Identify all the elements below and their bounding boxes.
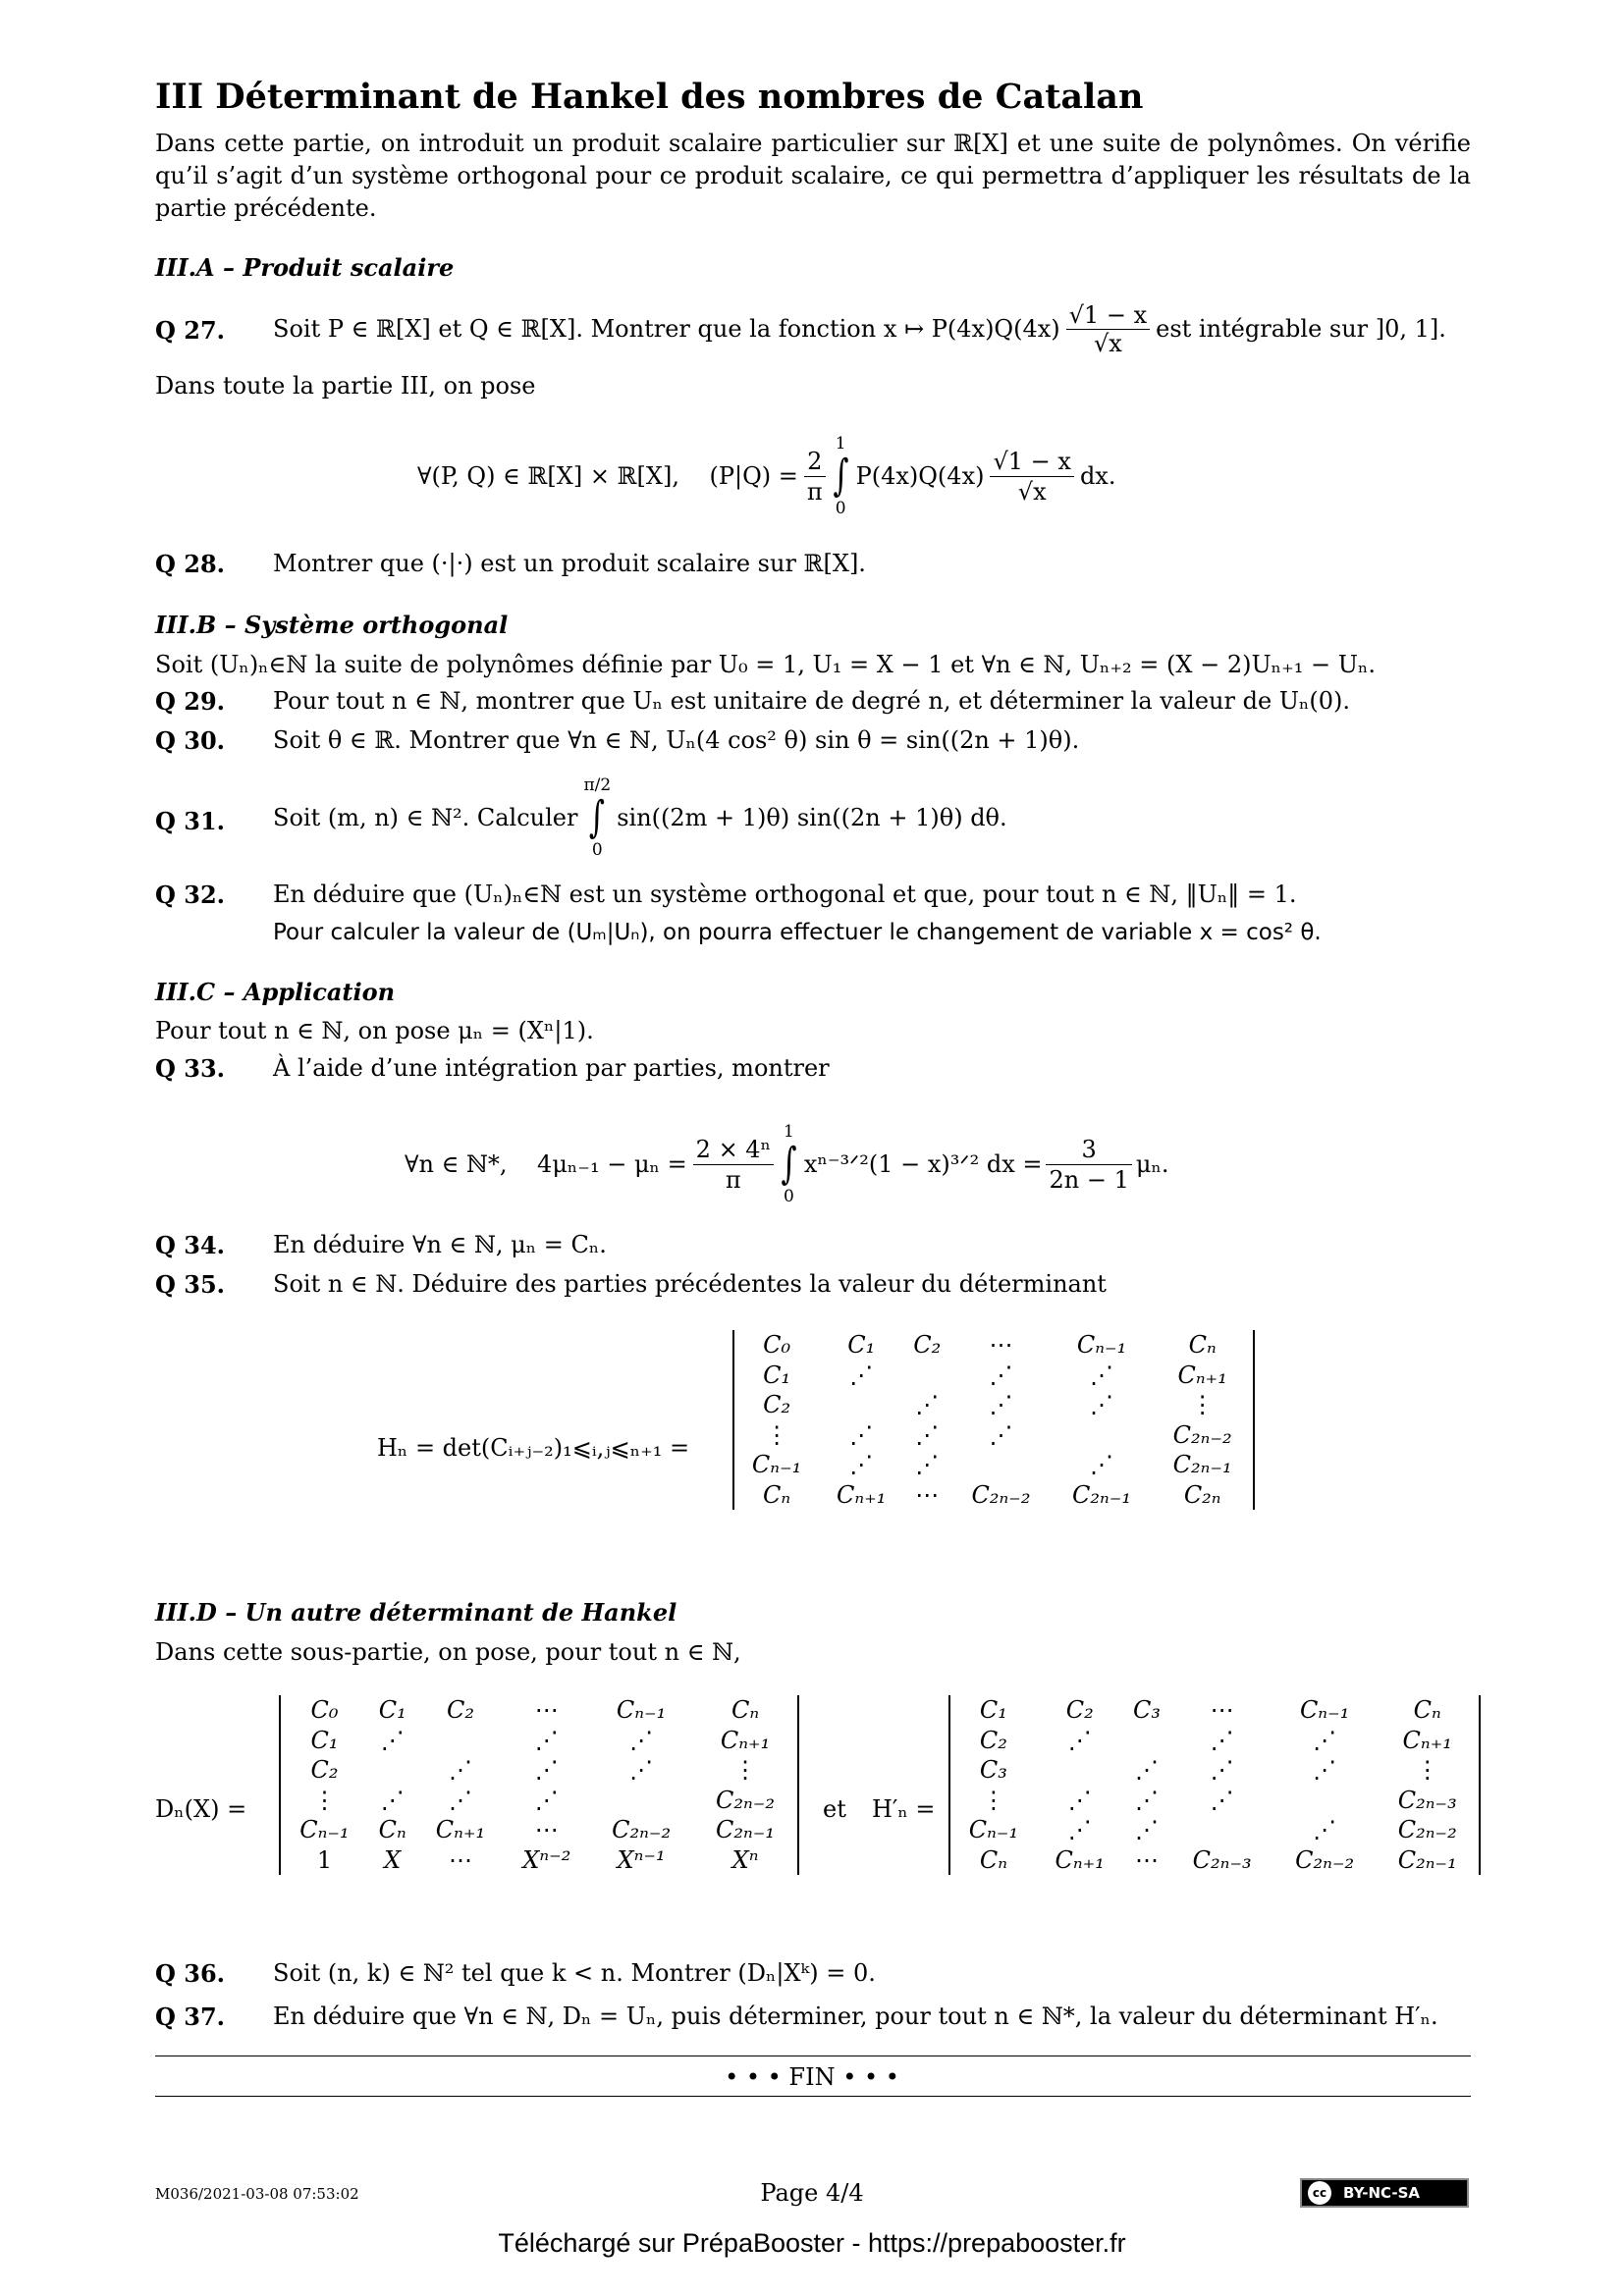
q33-rhs-num: 3	[1046, 1135, 1131, 1165]
matrix-cell: C₂	[979, 1726, 1007, 1754]
q33-coef-num: 2 × 4ⁿ	[693, 1135, 774, 1165]
integral-icon: ∫	[781, 1139, 797, 1189]
dans-toute-text: Dans toute la partie III, on pose	[155, 372, 536, 400]
cc-license-badge	[1300, 2178, 1469, 2208]
matrix-cell: ⋰	[1090, 1451, 1114, 1479]
matrix-cell: Cₙ₊₁	[1055, 1845, 1105, 1874]
cc-icon: cc	[1308, 2181, 1331, 2205]
matrix-cell: Cₙ₊₁	[720, 1726, 771, 1754]
matrix-cell: ⋰	[1313, 1816, 1337, 1844]
matrix-row	[950, 1755, 1479, 1786]
question-label-33: Q 33.	[155, 1054, 226, 1083]
matrix-cell: C₀	[763, 1331, 791, 1360]
matrix-cell: C₁	[763, 1361, 791, 1389]
matrix-cell: ⋰	[915, 1420, 940, 1449]
matrix-cell: ⋰	[849, 1451, 874, 1479]
matrix-cell: C₁	[847, 1331, 876, 1360]
question-text-36: Soit (n, k) ∈ ℕ² tel que k < n. Montrer (Dₙ|Xᵏ) = 0.	[273, 1959, 876, 1987]
question-text-32: En déduire que (Uₙ)ₙ∈ℕ est un système orthogonal et que, pour tout n ∈ ℕ, ‖Uₙ‖ = 1.	[273, 881, 1297, 908]
matrix-cell: ⋯	[534, 1816, 559, 1844]
matrix-cell	[903, 1361, 950, 1391]
matrix-cell: ⋰	[380, 1726, 405, 1754]
q31-upper: π/2	[583, 775, 612, 795]
question-text-35: Soit n ∈ ℕ. Déduire des parties précédentes la valeur du déterminant	[273, 1270, 1107, 1298]
matrix-cell: ⋮	[1190, 1391, 1215, 1419]
section-heading-c: III.C – Application	[155, 978, 396, 1006]
matrix-cell: Cₙ₊₁	[1402, 1726, 1452, 1754]
matrix-cell: ⋯	[1134, 1845, 1159, 1874]
matrix-cell: ⋮	[312, 1786, 337, 1814]
matrix-cell: ⋰	[1090, 1391, 1114, 1419]
matrix-cell	[1170, 1815, 1273, 1845]
ip-fraction-num: √1 − x	[990, 447, 1073, 477]
matrix-cell: ⋰	[1313, 1756, 1337, 1785]
hn-determinant	[732, 1330, 1255, 1510]
ip-coef-num: 2	[804, 447, 826, 477]
ip-lhs: ∀(P, Q) ∈ ℝ[X] × ℝ[X], (P|Q) =	[417, 462, 798, 490]
ip-coef-den: π	[806, 477, 823, 506]
hprime-lhs: H′ₙ =	[872, 1795, 936, 1823]
question-label-27: Q 27.	[155, 316, 226, 345]
matrix-cell: ⋮	[1415, 1756, 1439, 1785]
q31-integrand: sin((2m + 1)θ) sin((2n + 1)θ) dθ.	[617, 804, 1007, 831]
matrix-cell: ⋰	[989, 1361, 1013, 1389]
matrix-cell: Cₙ	[378, 1816, 406, 1844]
matrix-cell	[819, 1390, 903, 1420]
matrix-cell: C₂ₙ₋₁	[716, 1816, 776, 1844]
matrix-row	[950, 1815, 1479, 1845]
matrix-cell: ⋰	[1134, 1786, 1159, 1814]
question-label-30: Q 30.	[155, 726, 226, 755]
matrix-cell: ⋰	[1134, 1816, 1159, 1844]
dn-matrix	[281, 1695, 797, 1875]
matrix-row	[281, 1695, 797, 1726]
q27-fraction	[1066, 301, 1150, 357]
d-intro: Dans cette sous-partie, on pose, pour tout n ∈ ℕ,	[155, 1638, 741, 1666]
matrix-cell: C₂	[446, 1696, 474, 1725]
hprime-matrix	[950, 1695, 1479, 1875]
matrix-row	[281, 1845, 797, 1876]
question-text-31	[273, 764, 1007, 872]
matrix-cell: X	[384, 1845, 402, 1874]
matrix-cell	[417, 1726, 505, 1756]
matrix-cell: ⋰	[915, 1451, 940, 1479]
matrix-row	[281, 1755, 797, 1786]
matrix-row	[734, 1480, 1253, 1511]
q27-pre: Soit P ∈ ℝ[X] et Q ∈ ℝ[X]. Montrer que la fonction x ↦ P(4x)Q(4x)	[273, 315, 1060, 343]
matrix-cell: Xⁿ⁻²	[522, 1845, 571, 1874]
hprime-determinant	[948, 1695, 1481, 1875]
q33-rhs-den: 2n − 1	[1049, 1165, 1129, 1194]
matrix-cell: C₂ₙ₋₃	[1397, 1786, 1457, 1814]
matrix-cell: Cₙ₋₁	[299, 1816, 350, 1844]
question-text-34: En déduire ∀n ∈ ℕ, μₙ = Cₙ.	[273, 1231, 607, 1258]
matrix-cell: Cₙ₋₁	[751, 1451, 802, 1479]
ip-integrand: P(4x)Q(4x)	[855, 462, 985, 490]
matrix-cell: C₁	[979, 1696, 1007, 1725]
q33-coef-den: π	[725, 1165, 741, 1194]
matrix-row	[734, 1330, 1253, 1361]
matrix-cell: ⋯	[1210, 1696, 1234, 1725]
matrix-row	[950, 1695, 1479, 1726]
matrix-row	[950, 1726, 1479, 1756]
matrix-cell: C₂ₙ₋₂	[971, 1480, 1031, 1509]
q33-coef	[693, 1135, 774, 1195]
matrix-cell: C₁	[378, 1696, 406, 1725]
section-heading-a: III.A – Produit scalaire	[155, 253, 455, 282]
matrix-row	[281, 1726, 797, 1756]
q27-fraction-den: √x	[1093, 329, 1122, 357]
matrix-cell	[589, 1786, 693, 1816]
question-label-31: Q 31.	[155, 807, 226, 835]
matrix-row	[734, 1390, 1253, 1420]
matrix-cell	[1052, 1420, 1153, 1451]
matrix-cell: ⋰	[1210, 1756, 1234, 1785]
matrix-row	[281, 1786, 797, 1816]
matrix-cell: ⋰	[989, 1391, 1013, 1419]
matrix-cell: ⋰	[1313, 1726, 1337, 1754]
matrix-cell: Cₙ	[731, 1696, 760, 1725]
matrix-row	[734, 1450, 1253, 1480]
matrix-cell: ⋰	[989, 1420, 1013, 1449]
matrix-cell: Xⁿ⁻¹	[617, 1845, 666, 1874]
q31-integral-sign	[583, 775, 611, 860]
matrix-cell: Cₙ	[1188, 1331, 1217, 1360]
q33-integrand: xⁿ⁻³ᐟ²(1 − x)³ᐟ² dx =	[803, 1150, 1043, 1178]
q33-rhs-end: μₙ.	[1135, 1150, 1169, 1178]
matrix-cell: C₂	[1065, 1696, 1094, 1725]
matrix-cell: ⋯	[448, 1845, 472, 1874]
matrix-cell: ⋯	[989, 1331, 1013, 1360]
page-number: Page 4/4	[760, 2179, 864, 2207]
matrix-cell: C₂ₙ₋₂	[612, 1816, 672, 1844]
matrix-cell: C₁	[310, 1726, 339, 1754]
q33-upper: 1	[784, 1122, 794, 1142]
matrix-cell: C₃	[1132, 1696, 1161, 1725]
matrix-cell: Cₙ	[763, 1480, 791, 1509]
matrix-cell: C₂ₙ₋₂	[1397, 1816, 1457, 1844]
matrix-row	[281, 1815, 797, 1845]
matrix-cell: ⋰	[448, 1786, 472, 1814]
matrix-cell: C₂ₙ₋₁	[1172, 1451, 1232, 1479]
question-label-28: Q 28.	[155, 550, 226, 578]
download-link[interactable]: Téléchargé sur PrépaBooster - https://prepabooster.fr	[498, 2228, 1126, 2258]
q31-pre: Soit (m, n) ∈ ℕ². Calculer	[273, 804, 578, 831]
matrix-cell: ⋮	[765, 1420, 789, 1449]
matrix-cell: ⋰	[1210, 1786, 1234, 1814]
matrix-cell: C₂ₙ₋₁	[1397, 1845, 1457, 1874]
matrix-cell: C₂	[763, 1391, 791, 1419]
section-heading-b: III.B – Système orthogonal	[155, 611, 509, 639]
question-label-37: Q 37.	[155, 2002, 226, 2031]
matrix-cell: C₂ₙ₋₂	[1172, 1420, 1232, 1449]
matrix-cell: 1	[316, 1845, 333, 1874]
hn-matrix	[734, 1330, 1253, 1510]
footer-code: M036/2021-03-08 07:53:02	[155, 2185, 359, 2203]
matrix-cell: Cₙ	[1413, 1696, 1441, 1725]
part-title: III Déterminant de Hankel des nombres de Catalan	[155, 77, 1144, 117]
matrix-cell: Cₙ₋₁	[968, 1816, 1019, 1844]
ip-fraction-den: √x	[1017, 477, 1047, 506]
matrix-cell: ⋯	[534, 1696, 559, 1725]
matrix-cell: Cₙ₊₁	[435, 1816, 486, 1844]
ip-end: dx.	[1079, 462, 1116, 490]
matrix-cell: ⋰	[448, 1756, 472, 1785]
dn-lhs: Dₙ(X) =	[155, 1795, 247, 1823]
dn-determinant	[279, 1695, 799, 1875]
inner-product-formula	[417, 422, 1115, 530]
matrix-cell: Xⁿ	[731, 1845, 759, 1874]
matrix-cell: ⋰	[534, 1756, 559, 1785]
et-text: et	[823, 1795, 846, 1823]
matrix-cell: ⋰	[849, 1420, 874, 1449]
q31-lower: 0	[591, 840, 603, 860]
matrix-cell: ⋯	[915, 1480, 940, 1509]
matrix-cell: ⋰	[1067, 1726, 1092, 1754]
matrix-cell: Cₙ₋₁	[616, 1696, 667, 1725]
ip-integral-sign	[830, 434, 852, 518]
q33-lhs: ∀n ∈ ℕ*, 4μₙ₋₁ − μₙ =	[405, 1150, 687, 1178]
q27-post: est intégrable sur ]0, 1].	[1156, 315, 1446, 343]
matrix-cell: ⋰	[534, 1786, 559, 1814]
matrix-cell: Cₙ₊₁	[1177, 1361, 1227, 1389]
question-text-30: Soit θ ∈ ℝ. Montrer que ∀n ∈ ℕ, Uₙ(4 cos² θ) sin θ = sin((2n + 1)θ).	[273, 726, 1080, 754]
q33-rhs-fraction	[1046, 1135, 1131, 1195]
q33-lower: 0	[784, 1187, 794, 1206]
question-text-29: Pour tout n ∈ ℕ, montrer que Uₙ est unitaire de degré n, et déterminer la valeur de Uₙ(0).	[273, 687, 1351, 715]
matrix-cell: ⋰	[1090, 1361, 1114, 1389]
question-text-37: En déduire que ∀n ∈ ℕ, Dₙ = Uₙ, puis déterminer, pour tout n ∈ ℕ*, la valeur du déterminant H′ₙ.	[273, 2002, 1438, 2030]
matrix-row	[734, 1420, 1253, 1451]
matrix-cell: Cₙ	[979, 1845, 1007, 1874]
matrix-cell: C₂ₙ₋₂	[716, 1786, 776, 1814]
matrix-row	[734, 1361, 1253, 1391]
mu-definition: Pour tout n ∈ ℕ, on pose μₙ = (Xⁿ|1).	[155, 1017, 594, 1044]
ip-lower: 0	[835, 499, 846, 518]
matrix-cell	[950, 1450, 1052, 1480]
matrix-cell: ⋰	[629, 1756, 654, 1785]
integral-icon: ∫	[589, 792, 606, 842]
matrix-row	[950, 1845, 1479, 1876]
q33-integral-sign	[778, 1122, 800, 1206]
matrix-cell: ⋰	[1134, 1756, 1159, 1785]
matrix-cell	[368, 1755, 417, 1786]
matrix-cell: C₂	[310, 1756, 339, 1785]
license-text: BY-NC-SA	[1343, 2184, 1421, 2202]
matrix-cell	[1123, 1726, 1171, 1756]
part-intro: Dans cette partie, on introduit un produit scalaire particulier sur ℝ[X] et une suite de polynômes. On vérifie qu’il s’agit d’un système orthogonal pour ce produit scalaire, ce qui permettra d’appliquer les résultats de la partie précédente.	[155, 130, 1471, 222]
matrix-cell: ⋮	[733, 1756, 758, 1785]
question-label-35: Q 35.	[155, 1270, 226, 1299]
hn-lhs: Hₙ = det(Cᵢ₊ⱼ₋₂)₁⩽ᵢ,ⱼ⩽ₙ₊₁ =	[377, 1434, 690, 1462]
section-heading-d: III.D – Un autre déterminant de Hankel	[155, 1598, 677, 1627]
integral-icon: ∫	[833, 451, 849, 501]
matrix-cell: ⋰	[915, 1391, 940, 1419]
question-text-33: À l’aide d’une intégration par parties, montrer	[273, 1054, 830, 1082]
q33-formula	[405, 1109, 1168, 1219]
matrix-row	[950, 1786, 1479, 1816]
q27-fraction-num: √1 − x	[1066, 301, 1150, 330]
ip-fraction	[990, 447, 1073, 507]
question-label-32: Q 32.	[155, 881, 226, 909]
matrix-cell	[1273, 1786, 1377, 1816]
matrix-cell	[1037, 1755, 1123, 1786]
ip-upper: 1	[835, 434, 846, 454]
fin-marker: • • • FIN • • •	[725, 2063, 899, 2091]
question-label-29: Q 29.	[155, 687, 226, 716]
matrix-cell: Cₙ₊₁	[837, 1480, 887, 1509]
matrix-cell: ⋰	[380, 1786, 405, 1814]
bottom-rule	[155, 2096, 1471, 2097]
question-note-32: Pour calculer la valeur de (Uₘ|Uₙ), on pourra effectuer le changement de variable x = cos² θ.	[273, 920, 1322, 945]
matrix-cell: ⋰	[629, 1726, 654, 1754]
matrix-cell: ⋰	[1210, 1726, 1234, 1754]
question-label-36: Q 36.	[155, 1959, 226, 1988]
ip-coef	[804, 447, 826, 507]
matrix-cell: C₂ₙ₋₁	[1072, 1480, 1132, 1509]
matrix-cell: ⋰	[1067, 1786, 1092, 1814]
question-text-28: Montrer que (·|·) est un produit scalaire sur ℝ[X].	[273, 550, 866, 577]
matrix-cell: C₀	[310, 1696, 339, 1725]
matrix-cell: ⋰	[534, 1726, 559, 1754]
question-label-34: Q 34.	[155, 1231, 226, 1259]
matrix-cell: ⋮	[981, 1786, 1005, 1814]
matrix-cell: C₃	[979, 1756, 1007, 1785]
matrix-cell: C₂ₙ	[1183, 1480, 1221, 1509]
matrix-cell: C₂ₙ₋₂	[1295, 1845, 1355, 1874]
matrix-cell: ⋰	[849, 1361, 874, 1389]
matrix-cell: C₂	[913, 1331, 942, 1360]
matrix-cell: ⋰	[1067, 1816, 1092, 1844]
matrix-cell: C₂ₙ₋₃	[1192, 1845, 1252, 1874]
sequence-definition: Soit (Uₙ)ₙ∈ℕ la suite de polynômes définie par U₀ = 1, U₁ = X − 1 et ∀n ∈ ℕ, Uₙ₊₂ = (X − 2)Uₙ₊₁ − Uₙ.	[155, 651, 1376, 678]
question-text-27	[273, 294, 1446, 363]
matrix-cell: Cₙ₋₁	[1299, 1696, 1350, 1725]
matrix-cell: Cₙ₋₁	[1076, 1331, 1127, 1360]
